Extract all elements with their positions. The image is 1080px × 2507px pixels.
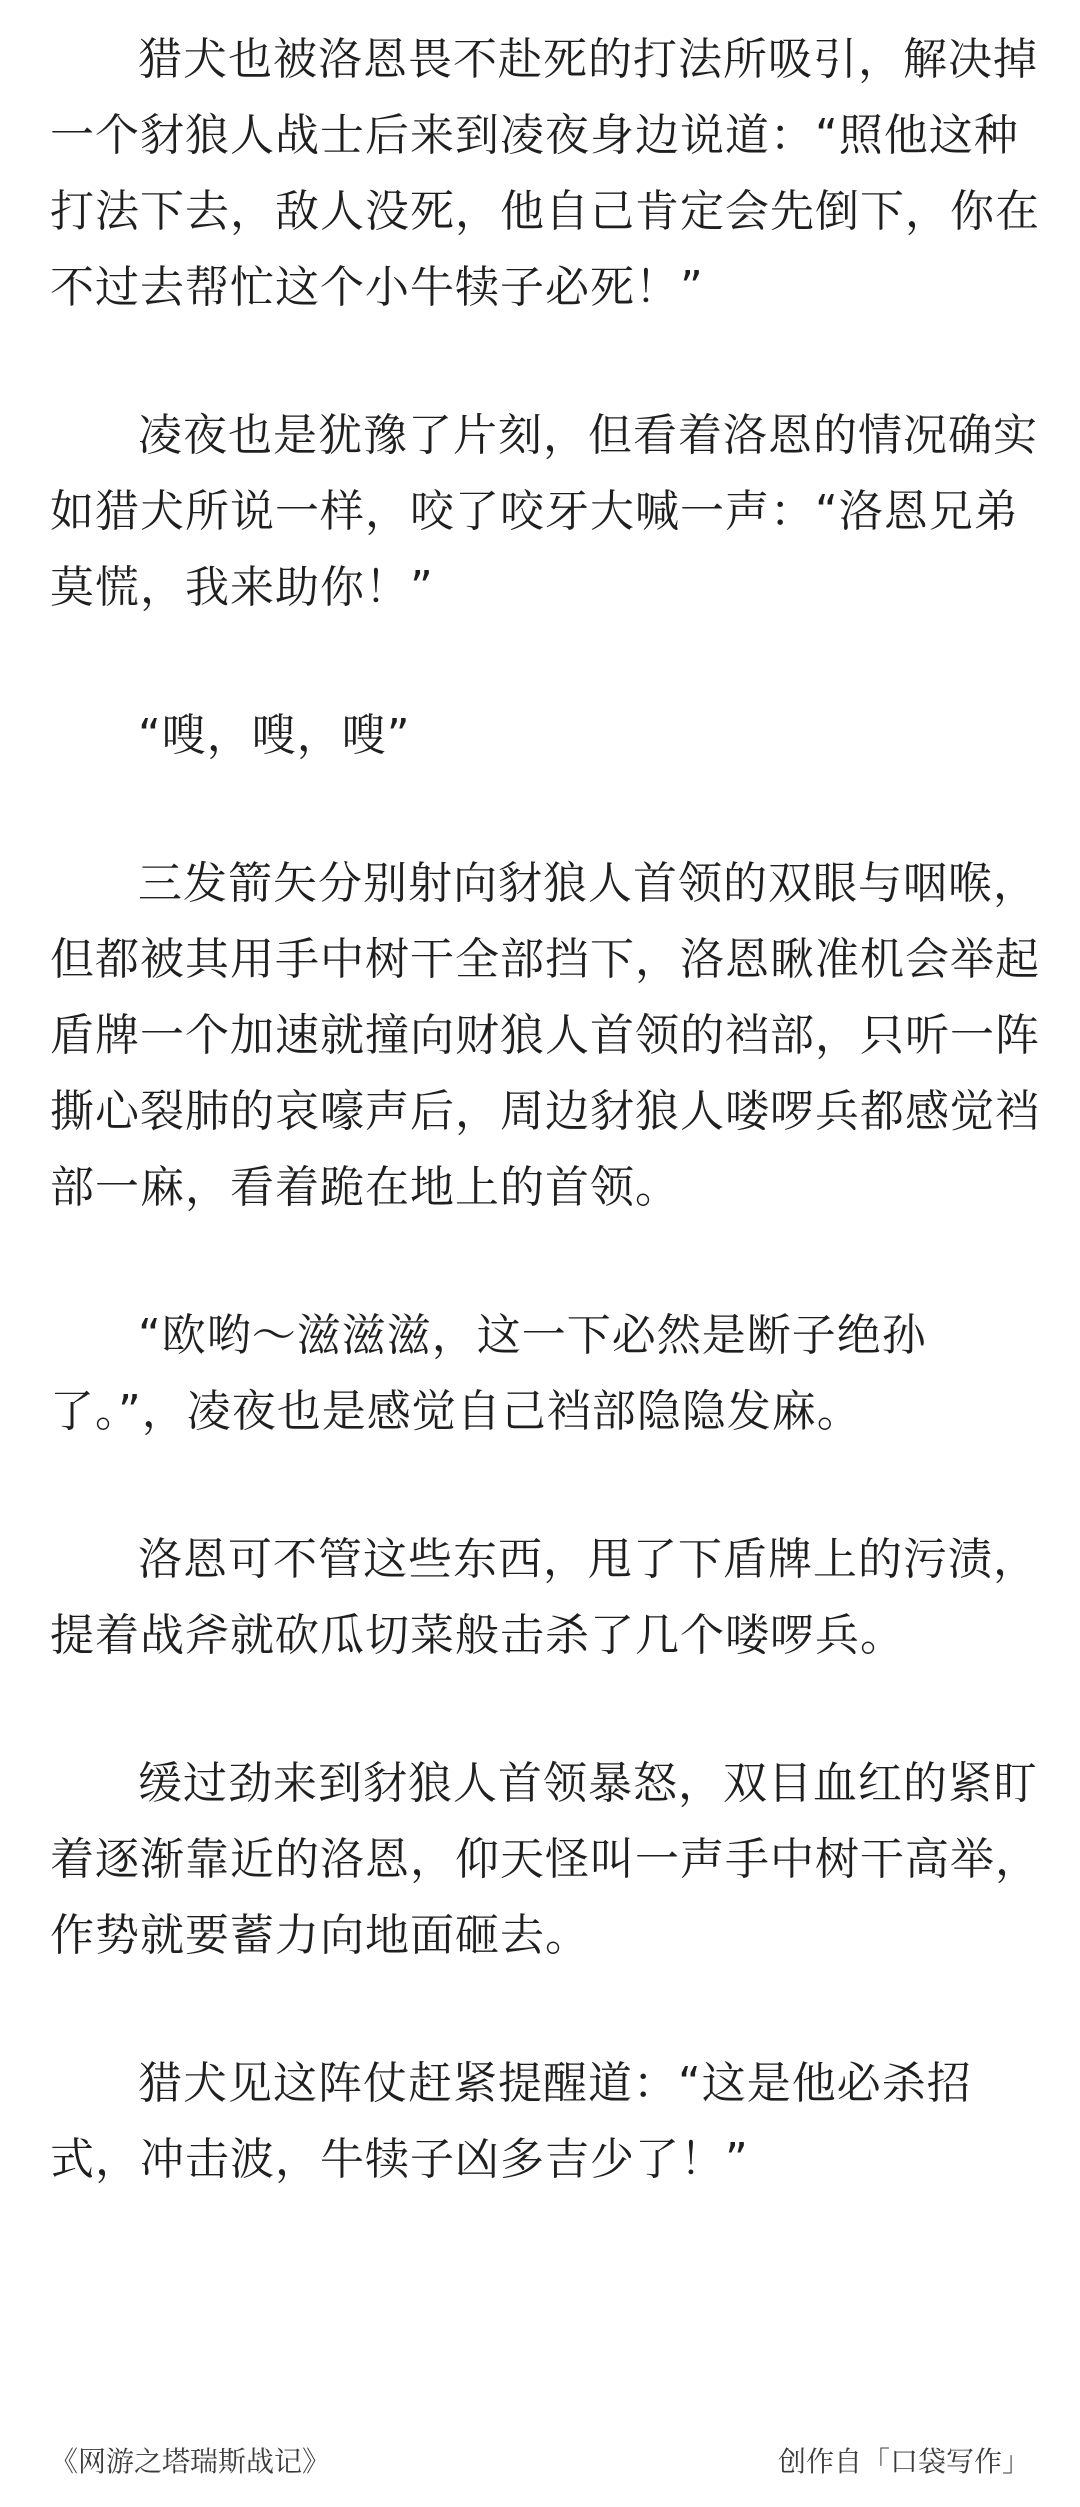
article-body — [50, 22, 1050, 2270]
paragraph-8: 猎犬见这阵仗赶紧提醒道：“这是他必杀招式，冲击波，牛犊子凶多吉少了！” — [50, 2058, 972, 2185]
footer — [50, 2440, 1030, 2480]
paragraph-4: 三发箭矢分别射向豺狼人首领的双眼与咽喉，但都被其用手中树干全部挡下，洛恩瞅准机会举起盾牌一个加速就撞向财狼人首领的裆部，只听一阵撕心裂肺的哀嚎声后，周边豺狼人喽啰兵都感觉裆部一麻，看着跪在地上的首领。 — [50, 858, 1040, 1213]
paragraph-7: 缓过劲来到豺狼人首领暴怒，双目血红的紧盯着逐渐靠近的洛恩，仰天怪叫一声手中树干高举，作势就要蓄力向地面砸去。 — [50, 1758, 1040, 1961]
paragraph-3: “嗖，嗖，嗖” — [138, 710, 411, 761]
paragraph-5: “欧哟～滋滋滋，这一下必然是断子绝孙了。”，凌夜也是感觉自己裆部隐隐发麻。 — [50, 1310, 927, 1437]
paragraph-6: 洛恩可不管这些东西，甩了下盾牌上的污渍，提着战斧就砍瓜切菜般击杀了几个喽啰兵。 — [50, 1534, 1038, 1661]
source-credit: 创作自「口袋写作」 — [777, 2445, 1030, 2478]
paragraph-1: 猎犬也被洛恩畏不赴死的打法所吸引，解决掉一个豺狼人战士后来到凌夜身边说道：“照他这种打法下去，敌人没死，他自己肯定会先倒下，你在不过去帮忙这个小牛犊子必死！” — [50, 34, 1040, 313]
paragraph-2: 凌夜也是犹豫了片刻，但看着洛恩的情况确实如猎犬所说一样，咬了咬牙大喊一声：“洛恩兄弟莫慌，我来助你！” — [50, 410, 1038, 613]
book-title: 《网游之塔瑞斯战记》 — [50, 2445, 331, 2478]
